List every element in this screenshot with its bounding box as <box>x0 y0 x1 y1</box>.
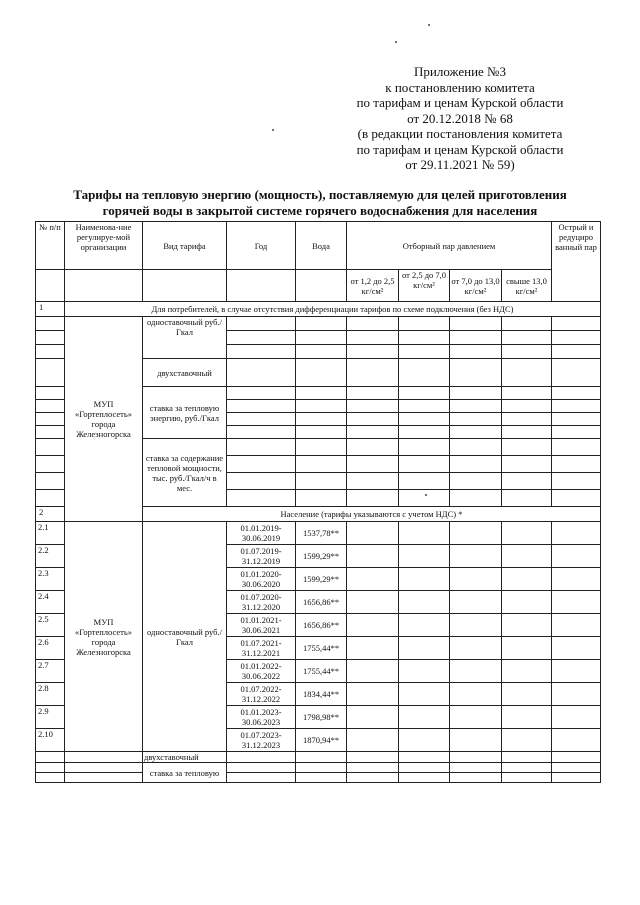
empty-cell <box>399 660 450 683</box>
empty-cell <box>347 387 399 400</box>
empty-cell <box>347 400 399 413</box>
empty-cell <box>502 729 552 752</box>
empty-cell <box>450 400 502 413</box>
empty-cell <box>502 522 552 545</box>
value-cell: 1599,29** <box>296 568 347 591</box>
section-number: 1 <box>36 302 65 317</box>
empty-cell <box>227 773 296 783</box>
empty-cell <box>347 522 399 545</box>
tariff-type-two-rate: двухставочный <box>143 359 227 387</box>
period-cell: 01.01.2023-30.06.2023 <box>227 706 296 729</box>
empty-cell <box>552 359 601 387</box>
empty-cell <box>347 637 399 660</box>
empty-cell <box>296 439 347 456</box>
empty-cell <box>399 568 450 591</box>
tariff-table <box>35 221 601 783</box>
empty-cell <box>552 614 601 637</box>
row-number: 2.10 <box>36 729 65 752</box>
empty-cell <box>552 331 601 345</box>
empty-cell <box>450 439 502 456</box>
appendix-header <box>330 64 590 173</box>
empty-cell <box>552 426 601 439</box>
empty-cell <box>347 763 399 773</box>
empty-cell <box>347 706 399 729</box>
empty-cell <box>296 473 347 490</box>
empty-cell <box>399 773 450 783</box>
empty-cell <box>36 490 65 507</box>
empty-cell <box>227 345 296 359</box>
empty-cell <box>552 752 601 763</box>
empty-cell <box>502 683 552 706</box>
empty-cell <box>347 473 399 490</box>
empty-cell <box>65 270 143 302</box>
empty-cell <box>399 522 450 545</box>
empty-cell <box>450 359 502 387</box>
header-line: к постановлению комитета <box>385 79 535 95</box>
row-number: 2.5 <box>36 614 65 637</box>
empty-cell <box>552 660 601 683</box>
empty-cell <box>296 426 347 439</box>
empty-cell <box>347 490 399 507</box>
empty-cell <box>36 317 65 331</box>
empty-cell <box>36 387 65 400</box>
empty-cell <box>450 763 502 773</box>
empty-cell <box>450 568 502 591</box>
section-label: Население (тарифы указываются с учетом НДС) * <box>143 507 601 522</box>
empty-cell <box>399 763 450 773</box>
empty-cell <box>450 660 502 683</box>
empty-cell <box>552 400 601 413</box>
header-steam: Отборный пар давлением <box>347 222 552 270</box>
empty-cell <box>227 752 296 763</box>
empty-cell <box>36 773 65 783</box>
empty-cell <box>36 270 65 302</box>
empty-cell <box>296 752 347 763</box>
header-line: от 29.11.2021 № 59) <box>405 157 515 172</box>
empty-cell <box>36 413 65 426</box>
empty-cell <box>36 473 65 490</box>
empty-cell <box>502 439 552 456</box>
empty-cell <box>296 345 347 359</box>
empty-cell <box>227 456 296 473</box>
empty-cell <box>296 331 347 345</box>
empty-cell <box>552 545 601 568</box>
empty-cell <box>65 773 143 783</box>
empty-cell <box>347 729 399 752</box>
header-line: по тарифам и ценам Курской области <box>356 95 564 110</box>
empty-cell <box>552 473 601 490</box>
empty-cell <box>36 439 65 456</box>
period-cell: 01.01.2021-30.06.2021 <box>227 614 296 637</box>
empty-cell <box>296 456 347 473</box>
empty-cell <box>399 426 450 439</box>
empty-cell <box>399 637 450 660</box>
empty-cell <box>552 591 601 614</box>
empty-cell <box>552 729 601 752</box>
value-cell: 1870,94** <box>296 729 347 752</box>
period-cell: 01.07.2023-31.12.2023 <box>227 729 296 752</box>
organization-name: МУП «Гортеплосеть» города Железногорска <box>65 317 143 522</box>
title-line: Тарифы на тепловую энергию (мощность), поставляемую для целей приготовления <box>73 187 567 202</box>
header-line: от 20.12.2018 № 68 <box>407 110 513 126</box>
empty-cell <box>65 752 143 763</box>
empty-cell <box>347 614 399 637</box>
empty-cell <box>552 522 601 545</box>
empty-cell <box>450 413 502 426</box>
empty-cell <box>399 683 450 706</box>
empty-cell <box>296 359 347 387</box>
empty-cell <box>552 637 601 660</box>
row-number: 2.4 <box>36 591 65 614</box>
scan-speck <box>428 24 430 26</box>
tariff-rate-power: ставка за содержание тепловой мощности, тыс. руб./Гкал/ч в мес. <box>143 439 227 507</box>
empty-cell <box>399 331 450 345</box>
scan-speck <box>425 494 427 496</box>
empty-cell <box>296 400 347 413</box>
value-cell: 1537,78** <box>296 522 347 545</box>
value-cell: 1834,44** <box>296 683 347 706</box>
empty-cell <box>296 387 347 400</box>
empty-cell <box>296 270 347 302</box>
header-line: Приложение №3 <box>414 64 506 79</box>
period-cell: 01.07.2021-31.12.2021 <box>227 637 296 660</box>
empty-cell <box>450 706 502 729</box>
empty-cell <box>502 317 552 331</box>
empty-cell <box>502 706 552 729</box>
row-number: 2.2 <box>36 545 65 568</box>
empty-cell <box>227 439 296 456</box>
empty-cell <box>502 591 552 614</box>
value-cell: 1656,86** <box>296 614 347 637</box>
empty-cell <box>36 426 65 439</box>
empty-cell <box>36 345 65 359</box>
empty-cell <box>399 439 450 456</box>
empty-cell <box>552 683 601 706</box>
empty-cell <box>552 568 601 591</box>
period-cell: 01.07.2019-31.12.2019 <box>227 545 296 568</box>
empty-cell <box>347 660 399 683</box>
empty-cell <box>399 729 450 752</box>
empty-cell <box>502 345 552 359</box>
empty-cell <box>227 331 296 345</box>
empty-cell <box>347 568 399 591</box>
tariff-type-one-rate: одноставочный руб./Гкал <box>143 522 227 752</box>
empty-cell <box>502 752 552 763</box>
empty-cell <box>450 490 502 507</box>
empty-cell <box>450 473 502 490</box>
scan-speck <box>272 129 274 131</box>
empty-cell <box>347 773 399 783</box>
empty-cell <box>502 545 552 568</box>
pressure-1: от 1,2 до 2,5 кг/см² <box>347 270 399 302</box>
empty-cell <box>450 773 502 783</box>
empty-cell <box>227 413 296 426</box>
empty-cell <box>36 752 65 763</box>
empty-cell <box>502 331 552 345</box>
empty-cell <box>450 456 502 473</box>
value-cell: 1656,86** <box>296 591 347 614</box>
empty-cell <box>502 763 552 773</box>
empty-cell <box>399 490 450 507</box>
pressure-3: от 7,0 до 13,0 кг/см² <box>450 270 502 302</box>
empty-cell <box>227 490 296 507</box>
value-cell: 1798,98** <box>296 706 347 729</box>
period-cell: 01.07.2020-31.12.2020 <box>227 591 296 614</box>
pressure-2: от 2,5 до 7,0 кг/см² <box>399 270 450 302</box>
empty-cell <box>502 400 552 413</box>
empty-cell <box>502 387 552 400</box>
empty-cell <box>227 426 296 439</box>
empty-cell <box>450 683 502 706</box>
empty-cell <box>36 331 65 345</box>
empty-cell <box>347 413 399 426</box>
empty-cell <box>502 456 552 473</box>
pressure-4: свыше 13,0 кг/см² <box>502 270 552 302</box>
empty-cell <box>347 426 399 439</box>
empty-cell <box>399 752 450 763</box>
empty-cell <box>450 752 502 763</box>
empty-cell <box>450 614 502 637</box>
empty-cell <box>502 490 552 507</box>
row-number: 2.1 <box>36 522 65 545</box>
document-title <box>0 187 640 219</box>
empty-cell <box>552 439 601 456</box>
header-org: Наименова-ние регулируе-мой организации <box>65 222 143 270</box>
empty-cell <box>502 359 552 387</box>
empty-cell <box>347 545 399 568</box>
value-cell: 1599,29** <box>296 545 347 568</box>
empty-cell <box>296 413 347 426</box>
empty-cell <box>502 660 552 683</box>
empty-cell <box>450 317 502 331</box>
empty-cell <box>399 591 450 614</box>
empty-cell <box>36 359 65 387</box>
empty-cell <box>227 317 296 331</box>
empty-cell <box>552 345 601 359</box>
empty-cell <box>65 763 143 773</box>
empty-cell <box>450 545 502 568</box>
empty-cell <box>227 387 296 400</box>
header-no: № п/п <box>36 222 65 270</box>
empty-cell <box>399 413 450 426</box>
empty-cell <box>399 545 450 568</box>
value-cell: 1755,44** <box>296 660 347 683</box>
scan-speck <box>395 41 397 43</box>
header-type: Вид тарифа <box>143 222 227 270</box>
empty-cell <box>552 490 601 507</box>
header-water: Вода <box>296 222 347 270</box>
empty-cell <box>399 706 450 729</box>
row-number: 2.7 <box>36 660 65 683</box>
empty-cell <box>502 773 552 783</box>
tariff-rate-energy: ставка за тепловую <box>143 763 227 783</box>
empty-cell <box>347 752 399 763</box>
section-number: 2 <box>36 507 65 522</box>
empty-cell <box>347 591 399 614</box>
header-line: (в редакции постановления комитета <box>357 126 563 141</box>
empty-cell <box>502 413 552 426</box>
empty-cell <box>347 683 399 706</box>
empty-cell <box>347 456 399 473</box>
empty-cell <box>552 456 601 473</box>
empty-cell <box>399 359 450 387</box>
value-cell: 1755,44** <box>296 637 347 660</box>
tariff-type-two-rate: двухставочный <box>143 752 227 763</box>
empty-cell <box>502 473 552 490</box>
empty-cell <box>502 426 552 439</box>
period-cell: 01.01.2020-30.06.2020 <box>227 568 296 591</box>
empty-cell <box>227 400 296 413</box>
tariff-rate-energy: ставка за тепловую энергию, руб./Гкал <box>143 387 227 439</box>
period-cell: 01.01.2019-30.06.2019 <box>227 522 296 545</box>
empty-cell <box>450 591 502 614</box>
empty-cell <box>552 706 601 729</box>
empty-cell <box>450 331 502 345</box>
empty-cell <box>502 637 552 660</box>
empty-cell <box>347 359 399 387</box>
empty-cell <box>143 270 227 302</box>
empty-cell <box>399 473 450 490</box>
header-line: по тарифам и ценам Курской области <box>356 141 564 157</box>
empty-cell <box>502 614 552 637</box>
empty-cell <box>347 345 399 359</box>
organization-name: МУП «Гортеплосеть» города Железногорска <box>65 522 143 752</box>
empty-cell <box>36 763 65 773</box>
empty-cell <box>296 763 347 773</box>
empty-cell <box>399 400 450 413</box>
row-number: 2.8 <box>36 683 65 706</box>
empty-cell <box>552 413 601 426</box>
empty-cell <box>450 387 502 400</box>
empty-cell <box>227 359 296 387</box>
row-number: 2.6 <box>36 637 65 660</box>
empty-cell <box>296 317 347 331</box>
empty-cell <box>552 763 601 773</box>
empty-cell <box>450 729 502 752</box>
empty-cell <box>36 400 65 413</box>
header-year: Год <box>227 222 296 270</box>
period-cell: 01.01.2022-30.06.2022 <box>227 660 296 683</box>
empty-cell <box>502 568 552 591</box>
empty-cell <box>399 614 450 637</box>
tariff-type-one-rate: одноставочный руб./Гкал <box>143 317 227 359</box>
empty-cell <box>296 490 347 507</box>
empty-cell <box>450 637 502 660</box>
empty-cell <box>227 763 296 773</box>
empty-cell <box>347 317 399 331</box>
row-number: 2.3 <box>36 568 65 591</box>
title-line: горячей воды в закрытой системе горячего водоснабжения для населения <box>102 203 538 218</box>
empty-cell <box>552 387 601 400</box>
period-cell: 01.07.2022-31.12.2022 <box>227 683 296 706</box>
section-label: Для потребителей, в случае отсутствия дифференциации тарифов по схеме подключения (без НДС) <box>65 302 601 317</box>
empty-cell <box>227 270 296 302</box>
empty-cell <box>36 456 65 473</box>
empty-cell <box>450 522 502 545</box>
empty-cell <box>296 773 347 783</box>
empty-cell <box>347 439 399 456</box>
empty-cell <box>450 345 502 359</box>
empty-cell <box>399 317 450 331</box>
empty-cell <box>227 473 296 490</box>
row-number: 2.9 <box>36 706 65 729</box>
empty-cell <box>399 387 450 400</box>
empty-cell <box>399 345 450 359</box>
header-sharp-steam: Острый и редуциро ванный пар <box>552 222 601 302</box>
empty-cell <box>399 456 450 473</box>
empty-cell <box>450 426 502 439</box>
empty-cell <box>347 331 399 345</box>
empty-cell <box>552 317 601 331</box>
empty-cell <box>552 773 601 783</box>
